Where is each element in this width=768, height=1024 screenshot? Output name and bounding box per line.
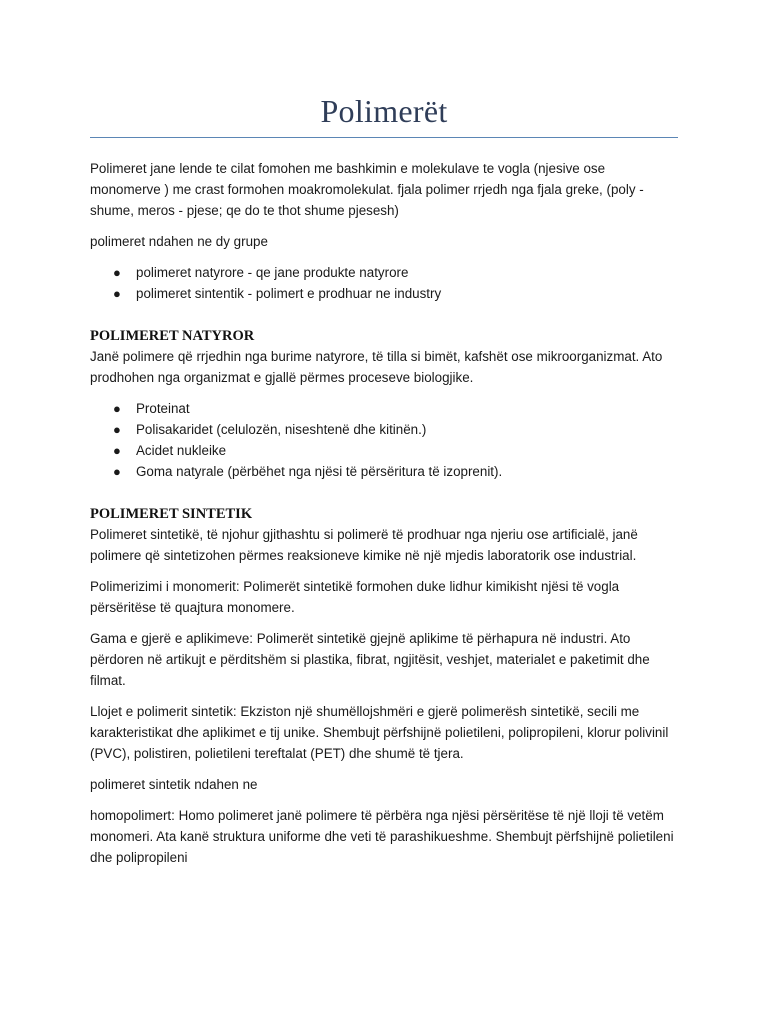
natural-paragraph: Janë polimere që rrjedhin nga burime natyrore, të tilla si bimët, kafshët ose mikroorganizmat. Ato prodhohen nga organizmat e gjallë përmes proceseve biologjike. bbox=[90, 349, 663, 385]
groups-intro: polimeret ndahen ne dy grupe bbox=[90, 234, 268, 249]
list-item: ● Proteinat bbox=[90, 398, 678, 419]
bullet-icon: ● bbox=[113, 401, 121, 416]
intro-paragraph: Polimeret jane lende te cilat fomohen me bashkimin e molekulave te vogla (njesive ose monomerve ) me crast formohen moakromolekulat. fjala polimer rrjedh nga fjala greke, (poly - shume, meros - pjese; qe do te thot shume pjesesh) bbox=[90, 161, 644, 218]
bullet-icon: ● bbox=[113, 443, 121, 458]
synthetic-paragraph: polimeret sintetik ndahen ne bbox=[90, 777, 258, 792]
page-title: Polimerët bbox=[320, 93, 448, 129]
list-item: ● polimeret sintentik - polimert e prodhuar ne industry bbox=[90, 283, 678, 304]
bullet-icon: ● bbox=[113, 422, 121, 437]
synthetic-paragraph: Llojet e polimerit sintetik: Ekziston një shumëllojshmëri e gjerë polimerësh sintetikë, secili me karakteristikat dhe aplikimet e tij unike. Shembujt përfshijnë polietileni, polipropileni, klorur polivinil (PVC), polistiren, polietileni tereftalat (PET) dhe shumë të tjera. bbox=[90, 704, 669, 761]
list-item: ● Goma natyrale (përbëhet nga njësi të përsëritura të izoprenit). bbox=[90, 461, 678, 482]
synthetic-paragraph: Polimerizimi i monomerit: Polimerët sintetikë formohen duke lidhur kimikisht njësi të vogla përsëritëse të quajtura monomere. bbox=[90, 579, 620, 615]
list-item: ● polimeret natyrore - qe jane produkte natyrore bbox=[90, 262, 678, 283]
document-body bbox=[90, 158, 678, 878]
groups-list bbox=[90, 262, 678, 304]
synthetic-paragraph: Gama e gjerë e aplikimeve: Polimerët sintetikë gjejnë aplikime të përhapura në industri. Ato përdoren në artikujt e përditshëm si plastika, fibrat, ngjitësit, veshjet, materialet e paketimit dhe filmat. bbox=[90, 631, 650, 688]
bullet-icon: ● bbox=[113, 464, 121, 479]
bullet-icon: ● bbox=[113, 265, 121, 280]
synthetic-paragraph: Polimeret sintetikë, të njohur gjithashtu si polimerë të prodhuar nga njeriu ose artificialë, janë polimere që sintetizohen përmes reaksioneve kimike në një mjedis laboratorik ose industrial. bbox=[90, 527, 638, 563]
section-heading-synthetic: POLIMERET SINTETIK bbox=[90, 506, 253, 522]
natural-list bbox=[90, 398, 678, 482]
section-heading-natural: POLIMERET NATYROR bbox=[90, 328, 255, 344]
synthetic-paragraph: homopolimert: Homo polimeret janë polimere të përbëra nga njësi përsëritëse të një lloji të vetëm monomeri. Ata kanë struktura uniforme dhe veti të parashikueshme. Shembujt përfshijnë polietileni dhe polipropileni bbox=[90, 808, 674, 865]
list-item: ● Polisakaridet (celulozën, niseshtenë dhe kitinën.) bbox=[90, 419, 678, 440]
bullet-icon: ● bbox=[113, 286, 121, 301]
title-underline bbox=[90, 137, 678, 138]
list-item: ● Acidet nukleike bbox=[90, 440, 678, 461]
